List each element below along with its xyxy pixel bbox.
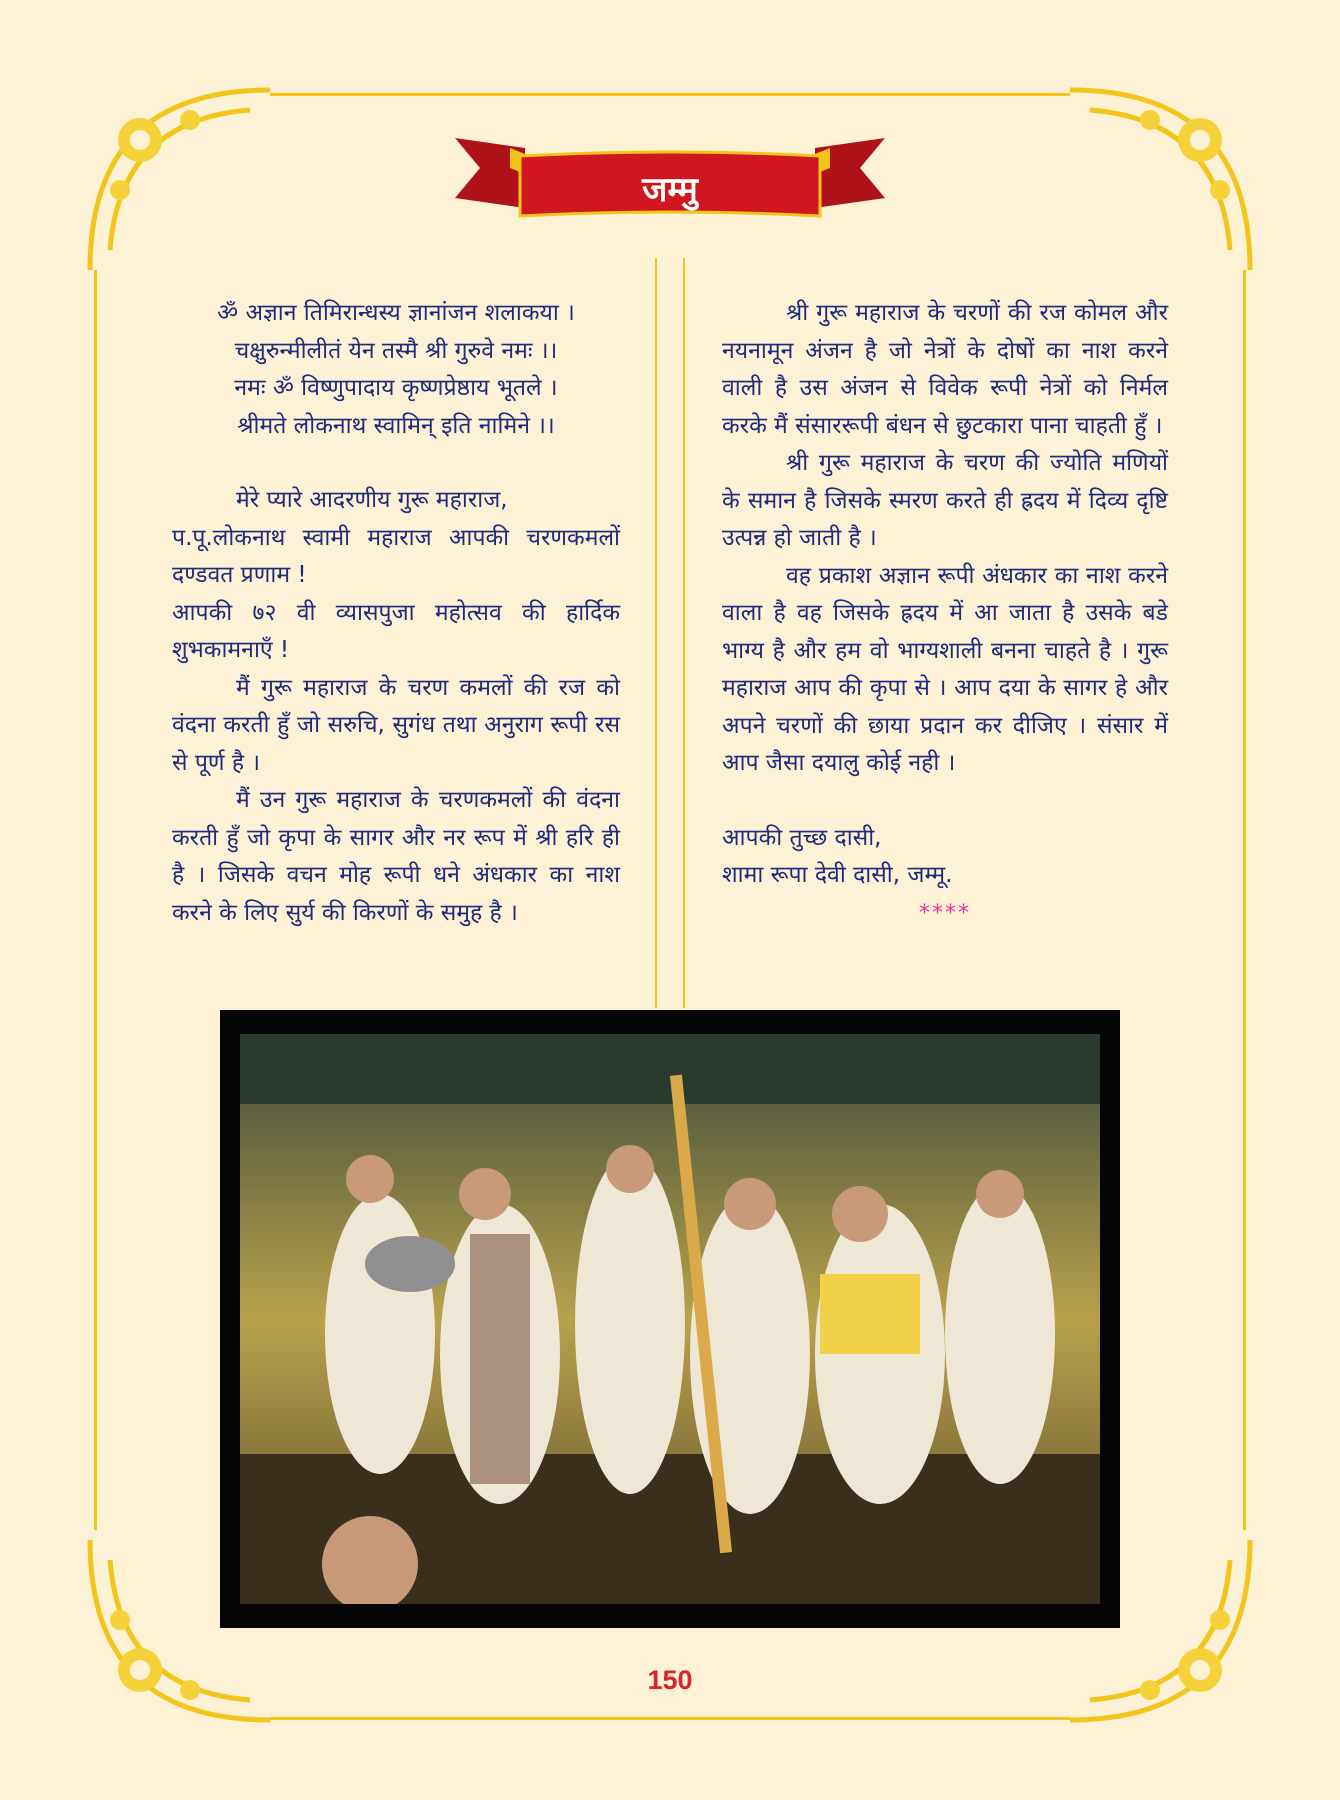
border-left-line xyxy=(94,270,97,1530)
verse-line: ॐ अज्ञान तिमिरान्धस्य ज्ञानांजन शलाकया । xyxy=(217,300,575,326)
corner-ornament-top-right xyxy=(1060,80,1260,280)
greeting-paragraph: प.पू.लोकनाथ स्वामी महाराज आपकी चरणकमलों दण्डवत प्रणाम ! xyxy=(172,524,620,588)
paragraph: आपकी ७२ वी व्यासपुजा महोत्सव की हार्दिक शुभकामनाएँ ! xyxy=(172,599,620,663)
signature: शामा रूपा देवी दासी, जम्मू. xyxy=(722,862,953,888)
verse-line: श्रीमते लोकनाथ स्वामिन् इति नामिने ।। xyxy=(237,412,555,439)
right-column xyxy=(722,295,1168,932)
border-right-line xyxy=(1243,270,1246,1530)
column-divider-right xyxy=(683,258,685,1008)
photo-kirtan-devotees xyxy=(240,1034,1100,1604)
column-divider-left xyxy=(655,258,657,1008)
left-column xyxy=(172,295,620,932)
greeting-line: मेरे प्यारे आदरणीय गुरू महाराज, xyxy=(236,487,508,513)
paragraph: श्री गुरू महाराज के चरण की ज्योति मणियों के समान है जिसके स्मरण करते ही ह्रदय में दिव्य दृष्टि उत्पन्न हो जाती है । xyxy=(722,450,1168,551)
stars-decoration: **** xyxy=(919,900,971,926)
verse-line: नमः ॐ विष्णुपादाय कृष्णप्रेष्ठाय भूतले । xyxy=(234,375,558,401)
page-title: जम्मु xyxy=(642,170,698,210)
verse-line: चक्षुरुन्मीलीतं येन तस्मै श्री गुरुवे नमः ।। xyxy=(234,337,558,364)
signoff: आपकी तुच्छ दासी, xyxy=(722,824,882,851)
paragraph: वह प्रकाश अज्ञान रूपी अंधकार का नाश करने वाला है वह जिसके ह्रदय में आ जाता है उसके बडे भाग्य है और हम वो भाग्यशाली बनना चाहते है । गुरू महाराज आप की कृपा से । आप दया के सागर हे और अपने चरणों की छाया प्रदान कर दीजिए । संसार में आप जैसा दयालु कोई नही । xyxy=(722,562,1168,776)
paragraph: मैं उन गुरू महाराज के चरणकमलों की वंदना करती हुँ जो कृपा के सागर और नर रूप में श्री हरि ही है । जिसके वचन मोह रूपी धने अंधकार का नाश करने के लिए सुर्य की किरणों के समुह है । xyxy=(172,787,620,926)
paragraph: मैं गुरू महाराज के चरण कमलों की रज को वंदना करती हुँ जो सरुचि, सुगंध तथा अनुराग रूपी रस से पूर्ण है । xyxy=(172,674,620,776)
border-top-line xyxy=(270,93,1070,96)
page-number: 150 xyxy=(647,1665,693,1695)
paragraph: श्री गुरू महाराज के चरणों की रज कोमल और नयनामून अंजन है जो नेत्रों के दोषों का नाश करने वाली है उस अंजन से विवेक रूपी नेत्रों को निर्मल करके मैं संसाररूपी बंधन से छुटकारा पाना चाहती हुँ । xyxy=(722,300,1168,439)
border-bottom-line xyxy=(270,1717,1070,1720)
photo-frame xyxy=(220,1010,1120,1628)
corner-ornament-top-left xyxy=(80,80,280,280)
